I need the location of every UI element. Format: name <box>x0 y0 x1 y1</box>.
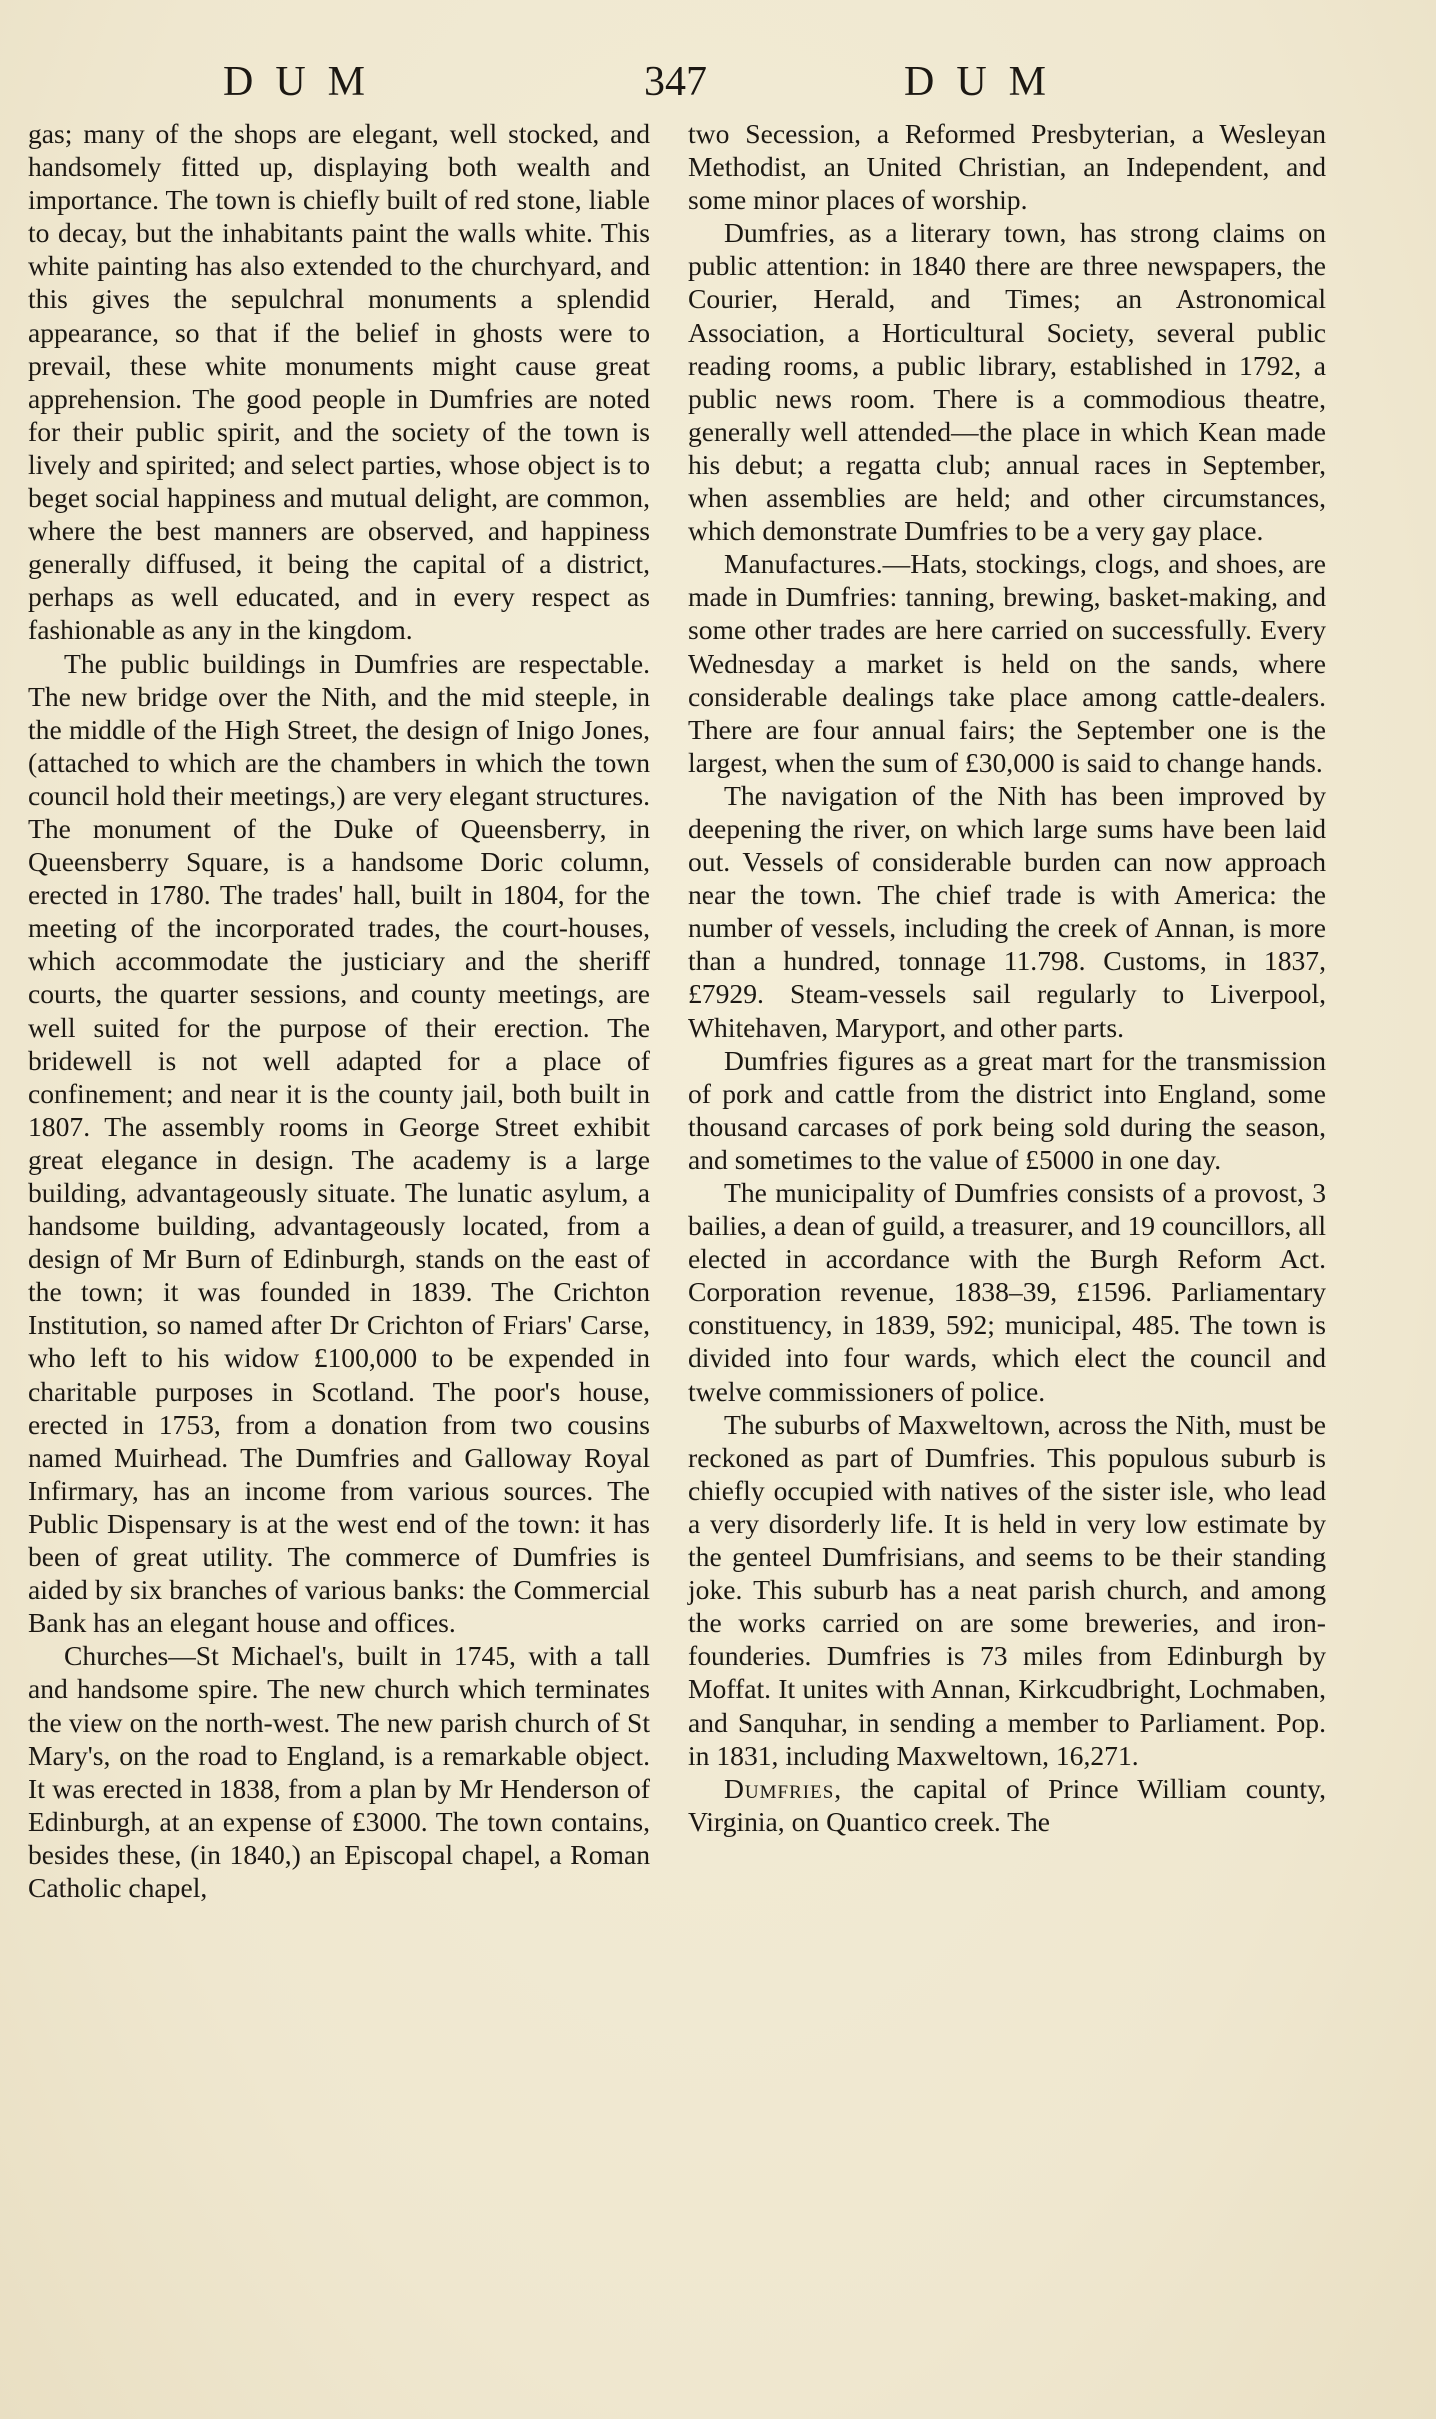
running-header <box>0 52 1436 112</box>
entry-text: , the capital of Prince William county, Virginia, on Quantico creek. The <box>688 1772 1326 1837</box>
paragraph: Dumfries, as a literary town, has strong claims on public attention: in 1840 there are three newspapers, the Courier, Herald, and Times; an Astronomical Association, a Horticultural Society, several public reading rooms, a public library, established in 1792, a public news room. There is a commodious theatre, generally well attended—the place in which Kean made his debut; a regatta club; annual races in September, when assemblies are held; and other circumstances, which demonstrate Dumfries to be a very gay place. <box>688 217 1326 547</box>
paragraph: The public buildings in Dumfries are respectable. The new bridge over the Nith, and the mid steeple, in the middle of the High Street, the design of Inigo Jones, (attached to which are the chambers in which the town council hold their meetings,) are very elegant structures. The monument of the Duke of Queensberry, in Queensberry Square, is a handsome Doric column, erected in 1780. The trades' hall, built in 1804, for the meeting of the incorporated trades, the court-houses, which accommodate the justiciary and the sheriff courts, the quarter sessions, and county meetings, are well suited for the purpose of their erection. The bridewell is not well adapted for a place of confinement; and near it is the county jail, both built in 1807. The assembly rooms in George Street exhibit great elegance in design. The academy is a large building, advantageously situate. The lunatic asylum, a handsome building, advantageously located, from a design of Mr Burn of Edinburgh, stands on the east of the town; it was founded in 1839. The Crichton Institution, so named after Dr Crichton of Friars' Carse, who left to his widow £100,000 to be expended in charitable purposes in Scotland. The poor's house, erected in 1753, from a donation from two cousins named Muirhead. The Dumfries and Galloway Royal Infirmary, has an income from various sources. The Public Dispensary is at the west end of the town: it has been of great utility. The commerce of Dumfries is aided by six branches of various banks: the Commercial Bank has an elegant house and offices. <box>28 647 650 1639</box>
entry-headword: Dumfries <box>724 1772 835 1804</box>
paragraph: Churches—St Michael's, built in 1745, with a tall and handsome spire. The new church which terminates the view on the north-west. The new parish church of St Mary's, on the road to England, is a remarkable object. It was erected in 1838, from a plan by Mr Henderson of Edinburgh, at an expense of £3000. The town contains, besides these, (in 1840,) an Episcopal chapel, a Roman Catholic chapel, <box>28 1640 650 1903</box>
header-left-guide-word: DUM <box>223 59 388 105</box>
left-column <box>28 117 650 1904</box>
paragraph: The municipality of Dumfries consists of a provost, 3 bailies, a dean of guild, a treasurer, and 19 councillors, all elected in accordance with the Burgh Reform Act. Corporation revenue, 1838–39, £1596. Parliamentary constituency, in 1839, 592; municipal, 485. The town is divided into four wards, which elect the council and twelve commissioners of police. <box>688 1177 1326 1407</box>
paragraph: gas; many of the shops are elegant, well stocked, and handsomely fitted up, displaying both wealth and importance. The town is chiefly built of red stone, liable to decay, but the inhabitants paint the walls white. This white painting has also extended to the churchyard, and this gives the sepulchral monuments a splendid appearance, so that if the belief in ghosts were to prevail, these white monuments might cause great apprehension. The good people in Dumfries are noted for their public spirit, and the society of the town is lively and spirited; and select parties, whose object is to beget social happiness and mutual delight, are common, where the best manners are observed, and happiness generally diffused, it being the capital of a district, perhaps as well educated, and in every respect as fashionable as any in the kingdom. <box>28 118 650 646</box>
page-number: 347 <box>644 59 707 105</box>
paragraph: two Secession, a Reformed Presbyterian, a Wesleyan Methodist, an United Christian, an Independent, and some minor places of worship. <box>688 118 1326 216</box>
paragraph: Manufactures.—Hats, stockings, clogs, and shoes, are made in Dumfries: tanning, brewing, basket-making, and some other trades are here carried on successfully. Every Wednesday a market is held on the sands, where considerable dealings take place among cattle-dealers. There are four annual fairs; the September one is the largest, when the sum of £30,000 is said to change hands. <box>688 548 1326 778</box>
right-column <box>688 117 1326 1838</box>
header-right-guide-word: DUM <box>904 59 1069 105</box>
paragraph: Dumfries figures as a great mart for the transmission of pork and cattle from the district into England, some thousand carcases of pork being sold during the season, and sometimes to the value of £5000 in one day. <box>688 1044 1326 1175</box>
gazetteer-entry <box>688 1772 1326 1838</box>
paragraph: The navigation of the Nith has been improved by deepening the river, on which large sums have been laid out. Vessels of considerable burden can now approach near the town. The chief trade is with America: the number of vessels, including the creek of Annan, is more than a hundred, tonnage 11.798. Customs, in 1837, £7929. Steam-vessels sail regularly to Liverpool, Whitehaven, Maryport, and other parts. <box>688 779 1326 1043</box>
paragraph: The suburbs of Maxweltown, across the Nith, must be reckoned as part of Dumfries. This populous suburb is chiefly occupied with natives of the sister isle, who lead a very disorderly life. It is held in very low estimate by the genteel Dumfrisians, and seems to be their standing joke. This suburb has a neat parish church, and among the works carried on are some breweries, and iron-founderies. Dumfries is 73 miles from Edinburgh by Moffat. It unites with Annan, Kirkcudbright, Lochmaben, and Sanquhar, in sending a member to Parliament. Pop. in 1831, including Maxweltown, 16,271. <box>688 1408 1326 1771</box>
